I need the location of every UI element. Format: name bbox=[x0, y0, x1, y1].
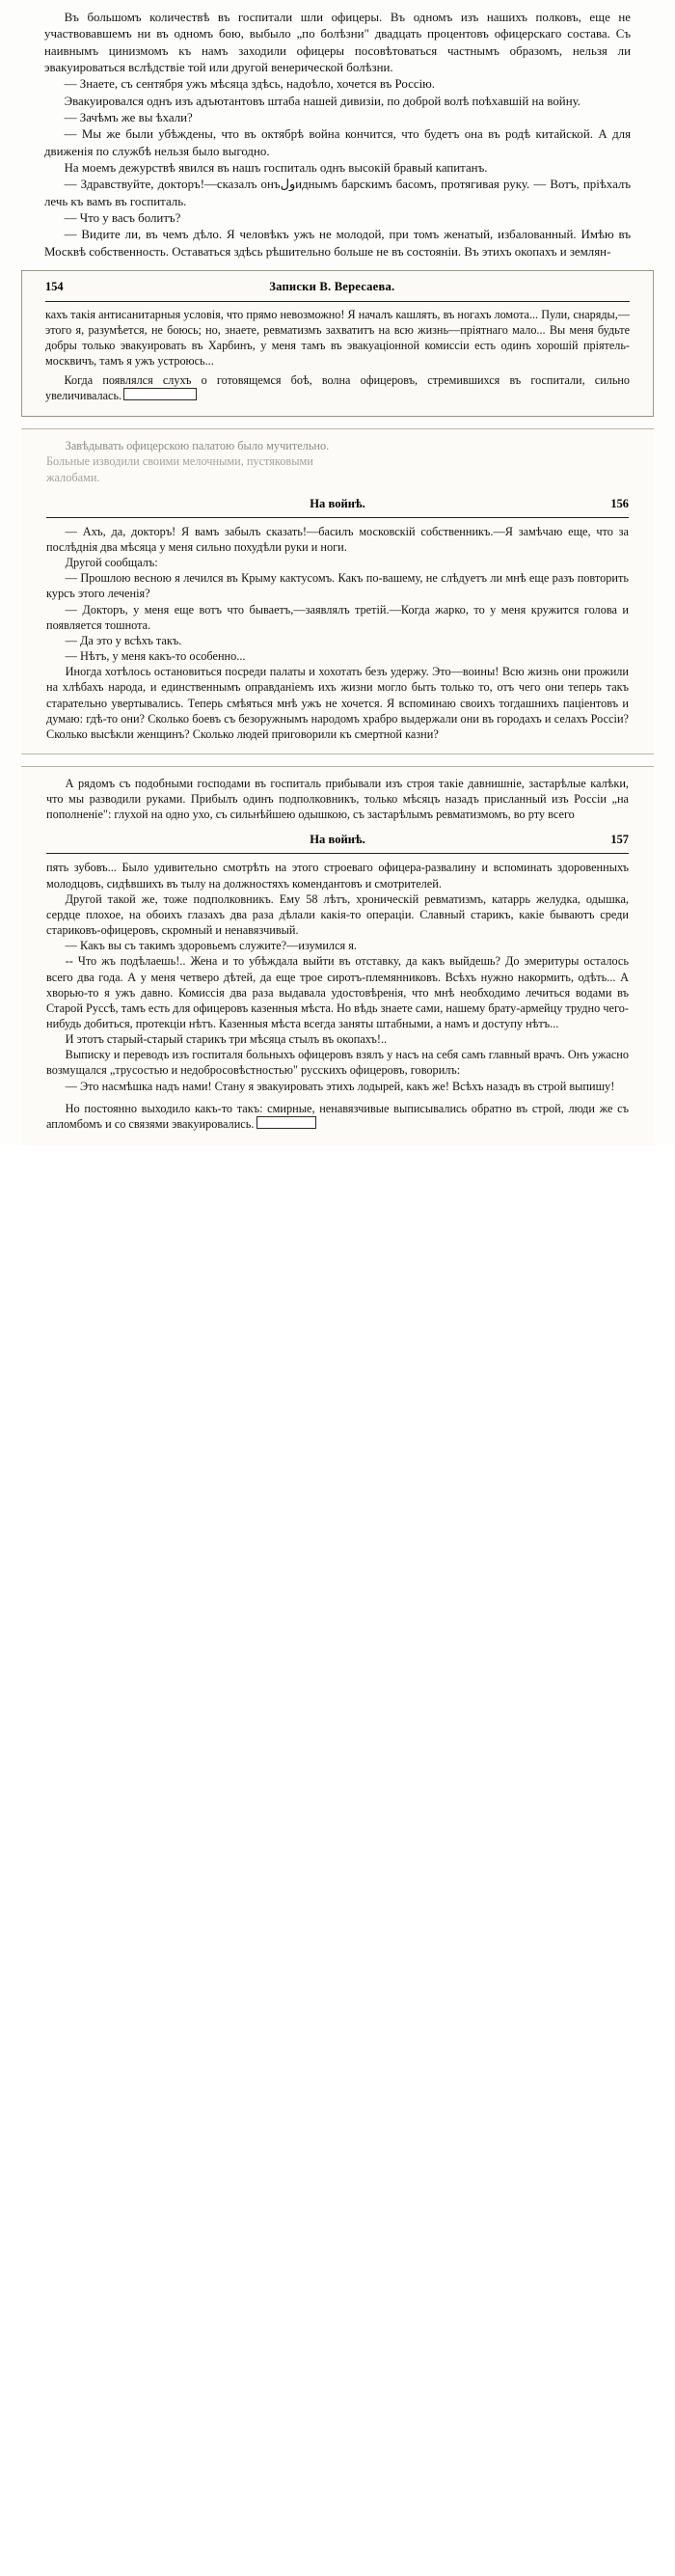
folio-number: 156 bbox=[610, 496, 629, 510]
paragraph: -- Что жъ подѣлаешь!.. Жена и то убѣждала выйти въ отставку, да какъ выйдешь? До эмеритуры осталось всего два года. А у меня четверо дѣтей, да еще трое сиротъ-племянниковъ. Всѣхъ нужно накормить, одѣть... А хворью-то я ужъ давно. Комиссія два раза выдавала удостовѣренія, что мнѣ необходимо лечиться водами въ Старой Руссѣ, тамъ есть для офицеровъ казенныя мѣста. Но вѣдь знаете сами, нашему брату-армейцу трудно чего-нибудь добиться, протекціи нѣтъ. Казенныя мѣста всегда заняты штабными, а намъ и доступу нѣтъ... bbox=[46, 954, 629, 1030]
paragraph: А рядомъ съ подобными господами въ госпиталь прибывали изъ строя такіе давнишніе, застарѣлые калѣки, что мы разводили руками. Прибылъ одинъ подполковникъ, только мѣсяцъ назадъ присланный изъ Россіи „на пополненіе": глухой на одно ухо, съ сильнѣйшею одышкою, съ застарѣлымъ ревматизмомъ, во рту всего bbox=[46, 776, 629, 822]
folio-number: 154 bbox=[45, 280, 64, 294]
paragraph: Иногда хотѣлось остановиться посреди палаты и хохотать безъ удержу. Это—воины! Всю жизнь они прожили на хлѣбахъ народа, и единственнымъ оправданіемъ ихъ жизни могло быть только то, отъ чего они теперь такъ старательно увертывались. Теперь смѣяться мнѣ ужъ не хочется. Я вспоминаю своихъ тогдашнихъ паціентовъ и думаю: гдѣ-то они? Сколько боевъ съ безоружнымъ народомъ храбро выдержали они въ городахъ и селахъ Россіи? Сколько высѣкли женщинъ? Сколько людей приговорили къ смертной казни? bbox=[46, 665, 629, 741]
text-segment-page-154 bbox=[21, 270, 654, 417]
lead-text-157 bbox=[46, 776, 629, 822]
body-text-157 bbox=[46, 860, 629, 1132]
faded-line: Больные изводили своими мелочными, пустяковыми bbox=[46, 454, 313, 469]
header-rule bbox=[46, 853, 629, 854]
running-head: На войнѣ. bbox=[310, 496, 365, 510]
paragraph: И этотъ старый-старый старикъ три мѣсяца стылъ въ окопахъ!.. bbox=[65, 1032, 388, 1047]
paragraph-with-selection bbox=[46, 1101, 629, 1132]
text-segment-page-156 bbox=[21, 428, 654, 754]
header-rule bbox=[45, 301, 630, 302]
paragraph: Эвакуировался однъ изъ адъютантовъ штаба нашей дивизіи, по доброй волѣ поѣхавшій на войну. bbox=[64, 94, 580, 108]
page-header-154 bbox=[45, 278, 630, 298]
paragraph: — Нѣтъ, у меня какъ-то особенно... bbox=[65, 649, 246, 664]
text-segment-top bbox=[0, 0, 675, 264]
page-header-157 bbox=[46, 833, 629, 847]
paragraph: — Прошлою весною я лечился въ Крыму кактусомъ. Какъ по-вашему, не слѣдуетъ ли мнѣ еще разъ повторить курсъ этого леченія? bbox=[46, 571, 629, 601]
document-page bbox=[0, 0, 675, 1145]
text-selection-box[interactable] bbox=[123, 388, 197, 400]
faded-text-block bbox=[46, 438, 629, 484]
header-rule bbox=[46, 517, 629, 518]
paragraph: — Какъ вы съ такимъ здоровьемъ служите?—изумился я. bbox=[65, 939, 357, 953]
body-text-top bbox=[44, 10, 631, 260]
body-text-154 bbox=[45, 308, 630, 404]
paragraph: — Видите ли, въ чемъ дѣло. Я человѣкъ ужъ не молодой, при томъ женатый, избалованный. Имѣю въ Москвѣ собственность. Оставаться здѣсь рѣшительно больше не въ состояніи. Въ этихъ окопахъ и землян- bbox=[44, 228, 631, 259]
running-head: На войнѣ. bbox=[310, 833, 365, 847]
running-head: Записки В. Вересаева. bbox=[269, 280, 395, 294]
folio-number: 157 bbox=[610, 833, 629, 847]
faded-line: жалобами. bbox=[46, 470, 100, 484]
paragraph: — Зачѣмъ же вы ѣхали? bbox=[64, 111, 193, 125]
paragraph: кахъ такія антисанитарныя условія, что прямо невозможно! Я началъ кашлять, въ ногахъ ломота... Пули, снаряды,—этого я, разумѣется, не боюсь; но, знаете, ревматизмъ захватитъ на всю жизнь—пріятнаго мало... Вы меня будьте добры только эвакуировать въ Харбинъ, у меня тамъ въ эвакуаціонной комиссіи есть одинъ хорошій пріятель-москвичъ, тамъ я ужъ устроюсь... bbox=[45, 308, 630, 368]
paragraph: — Знаете, съ сентября ужъ мѣсяца здѣсь, надоѣло, хочется въ Россію. bbox=[64, 77, 436, 92]
paragraph: — Докторъ, у меня еще вотъ что бываетъ,—заявлялъ третій.—Когда жарко, то у меня кружится голова и появляется тошнота. bbox=[46, 602, 629, 632]
paragraph: Въ большомъ количествѣ въ госпитали шли офицеры. Въ одномъ изъ нашихъ полковъ, еще не участвовавшемъ ни въ одномъ бою, выбыло „по болѣзни" двадцать процентовъ офицерскаго состава. Съ наивнымъ цинизмомъ къ намъ заходили офицеры посовѣтоваться частнымъ образомъ, нельзя ли эвакуироваться вслѣдствіе той или другой венерической болѣзни. bbox=[44, 11, 631, 75]
paragraph: пять зубовъ... Было удивительно смотрѣть на этого строеваго офицера-развалину и вспоминать здоровенныхъ молодцовъ, сидѣвшихъ въ тылу на должностяхъ комендантовъ и смотрителей. bbox=[46, 861, 629, 891]
paragraph: — Мы же были убѣждены, что въ октябрѣ война кончится, что будетъ она въ родѣ китайской. А для движенія по службѣ нельзя было выгодно. bbox=[44, 127, 631, 158]
paragraph-text: Когда появлялся слухъ о готовящемся боѣ, волна офицеровъ, стремившихся въ госпитали, сильно увеличивалась. bbox=[45, 372, 630, 403]
paragraph: Выписку и переводъ изъ госпиталя больныхъ офицеровъ взялъ у насъ на себя самъ главный врачъ. Онъ ужасно возмущался „трусостью и недобросовѣстностью" русскихъ офицеровъ, говорилъ: bbox=[46, 1048, 629, 1078]
page-header-156 bbox=[46, 497, 629, 511]
paragraph-with-cursor bbox=[45, 373, 630, 405]
paragraph: На моемъ дежурствѣ явился въ нашъ госпиталь однъ высокій бравый капитанъ. bbox=[64, 161, 488, 176]
paragraph-text: Но постоянно выходило какъ-то такъ: смирные, ненавязчивые выписывались обратно въ строй, люди же съ апломбомъ и со связями эвакуировались. bbox=[46, 1101, 629, 1131]
paragraph: — Здравствуйте, докторъ!—сказалъ онъولиднымъ барскимъ басомъ, протягивая руку. — Вотъ, пріѣхалъ лечь къ вамъ въ госпиталь. bbox=[44, 178, 632, 208]
paragraph: — Что у васъ болитъ? bbox=[64, 211, 181, 226]
paragraph: — Да это у всѣхъ такъ. bbox=[65, 633, 182, 647]
body-text-156 bbox=[46, 524, 629, 742]
text-segment-page-157 bbox=[21, 766, 654, 1145]
paragraph: — Ахъ, да, докторъ! Я вамъ забылъ сказать!—басилъ московскій собственникъ.—Я замѣчаю еще, что за послѣднія два мѣсяца у меня сильно похудѣли руки и ноги. bbox=[46, 524, 629, 554]
faded-line: Завѣдывать офицерскою палатою было мучительно. bbox=[65, 439, 330, 453]
scanned-book-page bbox=[0, 0, 675, 1145]
text-selection-box[interactable] bbox=[256, 1116, 316, 1129]
paragraph: — Это насмѣшка надъ нами! Стану я эвакуировать этихъ лодырей, какъ же! Всѣхъ назадъ въ строй выпишу! bbox=[65, 1079, 615, 1093]
paragraph: Другой такой же, тоже подполковникъ. Ему 58 лѣтъ, хроническій ревматизмъ, катаррь желудка, одышка, сердце плохое, на обоихъ глазахъ два раза дѣлали какія-то операціи. Славный старикъ, какіе бываютъ среди стариковъ-офицеровъ, скромный и ненавязчивый. bbox=[46, 891, 629, 938]
paragraph: Другой сообщалъ: bbox=[65, 556, 158, 570]
